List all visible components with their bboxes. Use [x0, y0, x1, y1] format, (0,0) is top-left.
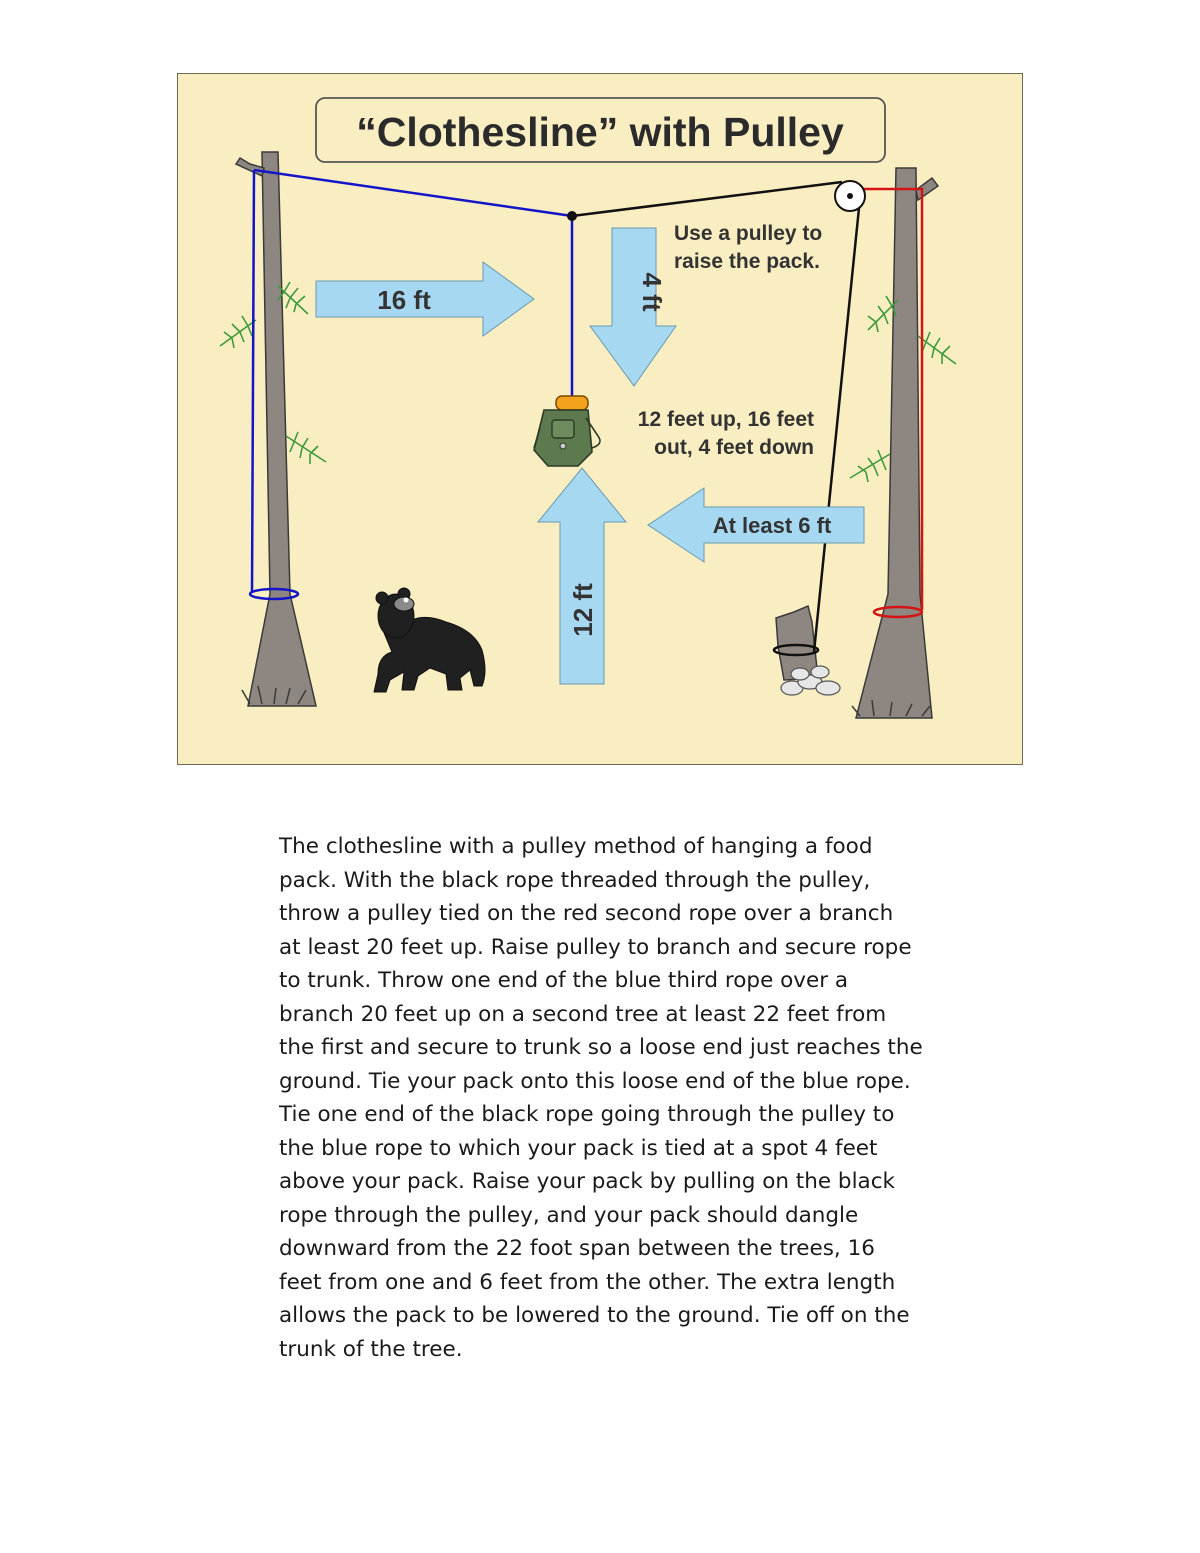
diagram-canvas: [178, 74, 1024, 766]
pulley-note-line1: Use a pulley to: [674, 222, 823, 245]
arrow-6ft: [648, 488, 864, 562]
rope-knot: [567, 211, 577, 221]
bedroll-icon: [556, 396, 588, 410]
summary-line2: out, 4 feet down: [654, 436, 814, 459]
arrow-16ft: [316, 262, 534, 336]
pulley-icon: [835, 181, 865, 211]
label-12ft: 12 ft: [568, 583, 598, 637]
bear-icon: [374, 588, 485, 692]
blue-rope: [250, 170, 572, 599]
stump-icon: [776, 606, 840, 695]
label-6ft: At least 6 ft: [712, 513, 832, 538]
clothesline-diagram: [177, 73, 1023, 765]
left-tree-icon: [220, 152, 326, 706]
label-16ft: 16 ft: [377, 285, 431, 315]
backpack-icon: [534, 396, 600, 466]
description-text: The clothesline with a pulley method of hanging a food pack. With the black rope threaded through the pulley, throw a pulley tied on the red second rope over a branch at least 20 feet up. Raise pulley to branch and secure rope to trunk. Throw one end of the blue third rope over a branch 20 feet up on a second tree at least 22 feet from the first and secure to trunk so a loose end just reaches the ground. Tie your pack onto this loose end of the blue rope. Tie one end of the black rope going through the pulley to the blue rope to which your pack is tied at a spot 4 feet above your pack. Raise your pack by pulling on the black rope through the pulley, and your pack should dangle downward from the 22 foot span between the trees, 16 feet from one and 6 feet from the other. The extra length allows the pack to be lowered to the ground. Tie off on the trunk of the tree.: [279, 834, 923, 1362]
arrow-12ft: [538, 468, 626, 684]
summary-line1: 12 feet up, 16 feet: [637, 408, 814, 431]
label-4ft: 4 ft: [637, 272, 667, 312]
diagram-title: “Clothesline” with Pulley: [356, 109, 844, 155]
pulley-note-line2: raise the pack.: [674, 250, 820, 273]
right-tree-icon: [850, 168, 956, 718]
arrow-4ft: [590, 228, 676, 386]
